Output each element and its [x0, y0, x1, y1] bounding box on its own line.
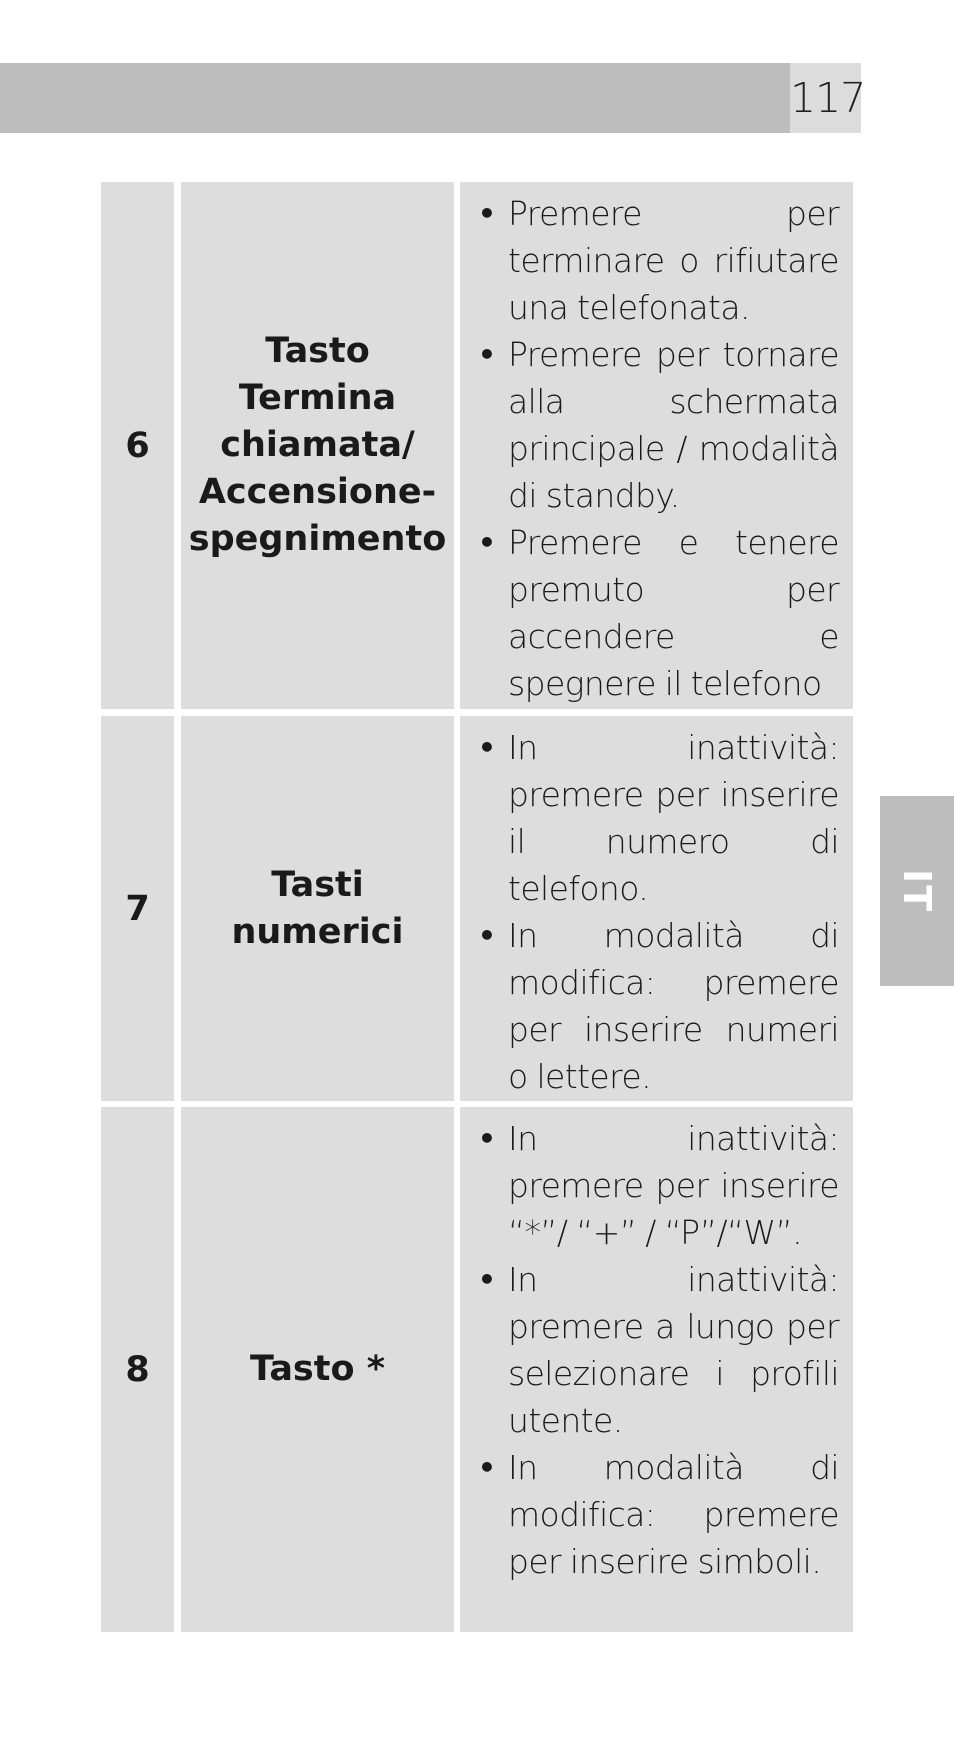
bullet-icon: •	[478, 731, 496, 764]
row-number: 6	[125, 425, 150, 466]
list-item: • In modalità di modifica: premere per inserire simboli.	[474, 1444, 839, 1585]
list-item: • Premere per terminare o rifiutare una telefonata.	[474, 190, 839, 331]
language-label: IT	[895, 868, 939, 914]
bullet-icon: •	[478, 338, 496, 371]
bullet-icon: •	[478, 197, 496, 230]
list-item: • In modalità di modifica: premere per inserire numeri o lettere.	[474, 912, 839, 1100]
key-name-cell	[181, 182, 454, 709]
row-number-cell	[101, 716, 174, 1101]
description-list	[474, 724, 839, 1100]
page-number: 117	[790, 63, 861, 133]
language-tab	[880, 796, 954, 986]
header-bar	[0, 63, 790, 133]
list-item: • Premere e tenere premuto per accendere e spegnere il telefono	[474, 519, 839, 707]
bullet-icon: •	[478, 1122, 496, 1155]
key-name-cell	[181, 1107, 454, 1632]
description-cell	[460, 716, 853, 1101]
key-name: Tasto *	[249, 1349, 386, 1389]
row-number: 7	[125, 888, 150, 929]
bullet-icon: •	[478, 526, 496, 559]
key-name: Tasti numerici	[231, 864, 404, 952]
row-number-cell	[101, 182, 174, 709]
description-cell	[460, 182, 853, 709]
row-number: 8	[125, 1349, 150, 1390]
list-item: • In inattività: premere a lungo per selezionare i profili utente.	[474, 1256, 839, 1444]
bullet-icon: •	[478, 1451, 496, 1484]
key-name-cell	[181, 716, 454, 1101]
description-cell	[460, 1107, 853, 1632]
key-name: Tasto Termina chiamata/ Accensione- spegnimento	[188, 331, 447, 559]
bullet-icon: •	[478, 1263, 496, 1296]
list-item: • In inattività: premere per inserire il numero di telefono.	[474, 724, 839, 912]
description-list	[474, 190, 839, 707]
list-item: • In inattività: premere per inserire “*”/ “+” / “P”/“W”.	[474, 1115, 839, 1256]
list-item: • Premere per tornare alla schermata principale / modalità di standby.	[474, 331, 839, 519]
bullet-icon: •	[478, 919, 496, 952]
row-number-cell	[101, 1107, 174, 1632]
description-list	[474, 1115, 839, 1585]
